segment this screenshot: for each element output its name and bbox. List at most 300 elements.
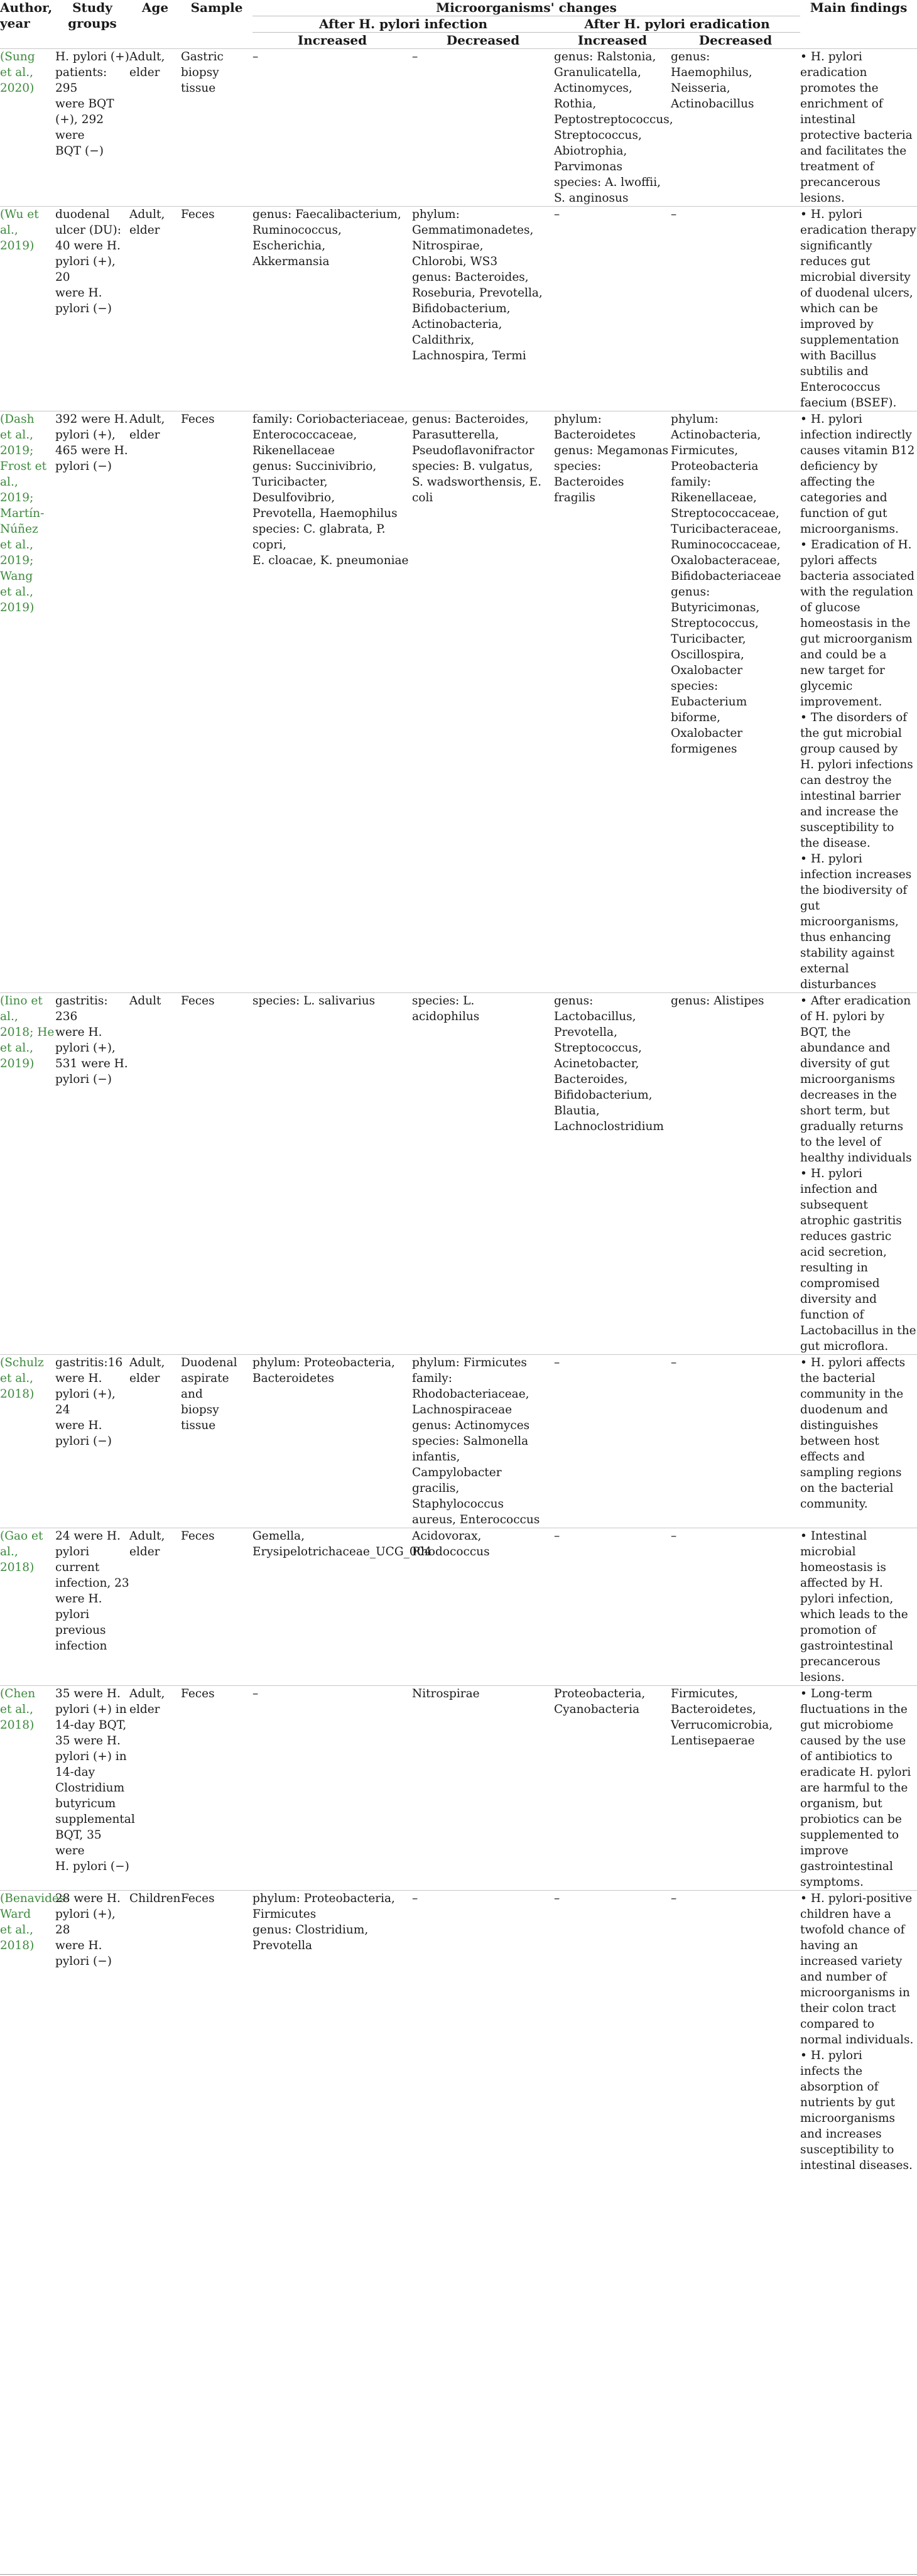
cell-text-line: pylori current [55,1545,100,1574]
eradication-increased-cell [554,411,671,993]
cell-text-line: Lachnospiraceae [412,1403,513,1416]
infection-increased-cell [252,1686,412,1891]
cell-text-line: 35 were H. [55,1734,121,1747]
cell-text-line: genus: Succinivibrio, [252,460,377,473]
infection-decreased-cell [412,207,554,411]
cell-text-line: Lachnoclostridium [554,1120,664,1133]
eradication-increased-cell [554,1891,671,2174]
cell-text-line: H. pylori (−) [55,1860,129,1873]
author-cell[interactable] [0,207,55,411]
cell-text-line: pylori infection, [800,1592,894,1606]
citation-link-line[interactable]: et al., 2019; [0,428,34,457]
infection-increased-cell [252,1528,432,1686]
cell-text-line: Blautia, [554,1104,600,1117]
cell-text-line: of duodenal ulcers, [800,286,913,300]
table-row [0,1686,917,1891]
cell-text-line: probiotics can be [800,1813,902,1826]
cell-text-line: phylum: [554,413,602,426]
cell-text-line: improve [800,1844,849,1857]
cell-text-line: resulting in [800,1261,868,1274]
cell-text-line: – [671,1356,677,1369]
cell-text-line: phylum: [671,413,719,426]
cell-text-line: the gut microbial [800,727,902,740]
cell-text-line: S. anginosus [554,192,629,205]
cell-text-line: phylum: Proteobacteria, [252,1356,395,1369]
cell-text-line: community. [800,1497,868,1511]
cell-text-line: were BQT [55,97,114,111]
cell-text-line: Turicibacteraceae, [671,523,781,536]
cell-text-line: H. pylori (+) [55,50,129,63]
cell-text-line: reduces gastric [800,1230,892,1243]
age-cell [129,1891,181,2174]
cell-text-line: susceptibility to [800,2143,894,2156]
cell-text-line: Bifidobacterium, [554,1089,653,1102]
cell-text-line: family: [671,476,711,489]
cell-text-line: causes vitamin B12 [800,444,915,457]
main-findings-cell [800,1686,917,1891]
cell-text-line: (+), 292 were [55,113,104,142]
cell-text-line: genus: Actinomyces [412,1419,530,1432]
cell-text-line: elder [129,1703,160,1716]
cell-text-line: Firmicutes, [671,444,739,457]
cell-text-line: Granulicatella, [554,66,641,79]
cell-text-line: Erysipelotrichaceae_UCG_004 [252,1545,432,1558]
cell-text-line: infection [55,1639,107,1653]
cell-text-line: Oxalobacter [671,727,743,740]
cell-text-line: were H. [55,1592,102,1606]
cell-text-line: pylori (−) [55,460,112,473]
cell-text-line: pylori affects [800,554,877,567]
cell-text-line: increased variety [800,1955,903,1968]
cell-text-line: infection and [800,1183,878,1196]
citation-link-line[interactable]: et al., 2019; [0,538,34,567]
cell-text-line: tissue [181,1419,216,1432]
cell-text-line: Bacteroidetes [252,1372,334,1385]
cell-text-line: Oscillospira, [671,648,744,661]
cell-text-line: decreases in the [800,1089,897,1102]
cell-text-line: microorganisms. [800,523,899,536]
cell-text-line: Actinomyces, [554,82,632,95]
cell-text-line: phylum: [412,208,460,221]
author-cell[interactable] [0,1528,55,1686]
cell-text-line: pylori (−) [55,302,112,315]
infection-increased-cell [252,993,412,1355]
infection-decreased-cell [412,1891,554,2174]
cell-text-line: lesions. [800,192,845,205]
cell-text-line: stability against [800,947,895,960]
cell-text-line: absorption of [800,2080,879,2094]
header-microorganisms-changes: Microorganisms' changes [252,0,800,16]
cell-text-line: nutrients by gut [800,2096,896,2109]
cell-text-line: elder [129,1372,160,1385]
author-cell[interactable] [0,1891,69,2174]
cell-text-line: • H. pylori [800,1167,862,1180]
cell-text-line: species: Salmonella [412,1435,529,1448]
header-main-findings: Main findings [810,0,908,15]
cell-text-line: Gemmatimonadetes, [412,224,534,237]
cell-text-line: • The disorders of [800,711,908,724]
cell-text-line: Enterococcus [800,381,881,394]
cell-text-line: of antibiotics to [800,1750,893,1763]
sample-cell [181,1891,252,2174]
cell-text-line: – [554,1530,560,1543]
cell-text-line: were H. [55,1939,102,1952]
study-groups-cell [55,207,129,411]
cell-text-line: • Long-term [800,1687,873,1700]
cell-text-line: glycemic [800,680,853,693]
cell-text-line: formigenes [671,742,737,756]
cell-text-line: Bacteroidetes [554,428,636,442]
cell-text-line: compared to [800,2018,875,2031]
citation-link-line[interactable]: 2019; [0,491,34,504]
eradication-decreased-cell [671,1891,800,2174]
citation-link-line[interactable]: 2018) [0,1939,35,1952]
age-cell [129,1528,181,1686]
cell-text-line: function of [800,1308,864,1322]
author-cell[interactable] [0,1686,55,1891]
cell-text-line: Lactobacillus, [554,1010,636,1023]
citation-link-line[interactable]: (Iino et al., [0,994,43,1023]
citation-link-line[interactable]: (Dash [0,413,35,426]
eradication-decreased-cell [671,1686,800,1891]
cell-text-line: caused by the use [800,1734,906,1747]
cell-text-line: subsequent [800,1198,868,1212]
cell-text-line: Actinobacillus [671,97,754,111]
cell-text-line: pylori (+) in [55,1703,127,1716]
cell-text-line: Firmicutes [252,1908,317,1921]
age-cell [129,1686,181,1891]
main-findings-cell [800,1528,917,1686]
study-groups-cell [55,1528,129,1686]
cell-text-line: intestinal [800,113,855,126]
cell-text-line: Adult, [129,1687,165,1700]
cell-text-line: microorganisms in [800,1986,910,1999]
citation-link-line[interactable]: et al., [0,66,33,79]
study-groups-cell [55,1355,129,1528]
citation-link-line[interactable]: (Chen [0,1687,36,1700]
eradication-decreased-cell [671,411,800,993]
cell-text-line: treatment of [800,160,874,173]
cell-text-line: E. cloacae, K. pneumoniae [252,554,409,567]
cell-text-line: elder [129,428,160,442]
cell-text-line: – [671,1530,677,1543]
cell-text-line: external [800,962,849,976]
infection-increased-cell [252,49,412,207]
cell-text-line: genus: Faecalibacterium, [252,208,401,221]
citation-link-line[interactable]: Núñez [0,523,38,536]
cell-text-line: aspirate [181,1372,229,1385]
cell-text-line: and could be a [800,648,887,661]
cell-text-line: Caldithrix, [412,334,475,347]
cell-text-line: patients: 295 [55,66,107,95]
header-age: Age [141,0,169,15]
cell-text-line: elder [129,1545,160,1558]
cell-text-line: Verrucomicrobia, [671,1719,773,1732]
author-cell[interactable] [0,411,55,993]
cell-text-line: 35 were H. [55,1687,121,1700]
infection-increased-cell [252,411,412,993]
cell-text-line: Gemella, [252,1530,305,1543]
cell-text-line: Bifidobacterium, [412,302,511,315]
cell-text-line: with Bacillus [800,349,877,362]
cell-text-line: – [671,208,677,221]
cell-text-line: group caused by [800,742,898,756]
cell-text-line: gastrointestinal [800,1860,893,1873]
cell-text-line: duodenum and [800,1403,888,1416]
cell-text-line: deficiency by [800,460,878,473]
cell-text-line: coli [412,491,433,504]
citation-link-line[interactable]: Wang [0,570,33,583]
infection-decreased-cell [412,1355,554,1528]
cell-text-line: bacteria associated [800,570,915,583]
cell-text-line: infantis, [412,1450,460,1464]
cell-text-line: and number of [800,1970,887,1984]
cell-text-line: genus: [671,50,710,63]
cell-text-line: pylori (+), [55,1041,116,1055]
cell-text-line: phylum: Firmicutes [412,1356,527,1369]
cell-text-line: precancerous [800,1655,881,1668]
cell-text-line: healthy individuals [800,1151,912,1165]
citation-link-line[interactable]: 2018) [0,1719,35,1732]
cell-text-line: Feces [181,1687,215,1700]
cell-text-line: Staphylococcus [412,1497,504,1511]
cell-text-line: eradicate H. pylori [800,1766,911,1779]
infection-decreased-cell [412,1686,554,1891]
cell-text-line: BQT, 35 were [55,1829,102,1857]
infection-decreased-cell [412,49,554,207]
cell-text-line: lesions. [800,1671,845,1684]
age-cell [129,411,181,993]
cell-text-line: intestinal barrier [800,790,901,803]
cell-text-line: homeostasis in the [800,617,911,630]
cell-text-line: • After eradication [800,994,911,1008]
cell-text-line: infection, 23 [55,1577,129,1590]
cell-text-line: Lachnospira, Termi [412,349,526,362]
cell-text-line: enrichment of [800,97,883,111]
sample-cell [181,207,252,411]
cell-text-line: Feces [181,1530,215,1543]
cell-text-line: Rikenellaceae [252,444,335,457]
cell-text-line: Actinobacteria, [671,428,761,442]
table-body [0,49,917,2174]
cell-text-line: Feces [181,208,215,221]
cell-text-line: were H. [55,1419,102,1432]
cell-text-line: microorganisms [800,2112,896,2125]
citation-link-line[interactable]: et al., [0,1041,33,1055]
citation-link-line[interactable]: Ward [0,1908,31,1921]
cell-text-line: – [554,208,560,221]
cell-text-line: pylori [55,1608,90,1621]
cell-text-line: between host [800,1435,879,1448]
cell-text-line: Proteobacteria [671,460,759,473]
cell-text-line: children have a [800,1908,891,1921]
cell-text-line: genus: Alistipes [671,994,764,1008]
eradication-increased-cell [554,1686,671,1891]
study-groups-cell [55,1686,135,1891]
cell-text-line: Adult, [129,208,165,221]
cell-text-line: – [252,1687,259,1700]
cell-text-line: and increase the [800,805,899,818]
cell-text-line: gracilis, [412,1482,460,1495]
cell-text-line: acidophilus [412,1010,480,1023]
citation-link-line[interactable]: Frost et al., [0,460,47,489]
cell-text-line: fragilis [554,491,595,504]
cell-text-line: Adult [129,994,161,1008]
author-cell[interactable] [0,1355,55,1528]
cell-text-line: were H. [55,286,102,300]
cell-text-line: Abiotrophia, [554,144,627,158]
cell-text-line: phylum: Proteobacteria, [252,1892,395,1905]
cell-text-line: Rothia, [554,97,597,111]
cell-text-line: infection indirectly [800,428,912,442]
cell-text-line: • H. pylori affects [800,1356,906,1369]
cell-text-line: Actinobacteria, [412,318,502,331]
cell-text-line: Firmicutes, [671,1687,739,1700]
eradication-increased-cell [554,993,671,1355]
eradication-increased-cell [554,1355,671,1528]
cell-text-line: gradually returns [800,1120,904,1133]
table-row [0,993,917,1355]
eradication-decreased-cell [671,1528,800,1686]
header-sample: Sample [190,0,243,15]
cell-text-line: symptoms. [800,1876,864,1889]
eradication-decreased-cell [671,993,800,1355]
cell-text-line: Feces [181,1892,215,1905]
main-findings-cell [800,207,917,411]
age-cell [129,49,181,207]
citation-link-line[interactable]: et al., [0,1372,33,1385]
cell-text-line: species: C. glabrata, P. copri, [252,523,386,552]
header-infection-increased: Increased [297,33,367,48]
cell-text-line: and facilitates the [800,144,907,158]
cell-text-line: – [412,50,418,63]
citation-link-line[interactable]: 2020) [0,82,35,95]
cell-text-line: aureus, Enterococcus [412,1513,540,1526]
cell-text-line: gut [800,899,820,913]
sample-cell [181,1355,252,1528]
cell-text-line: eradication [800,66,867,79]
cell-text-line: Gastric [181,50,224,63]
cell-text-line: supplementation [800,334,899,347]
citation-link-line[interactable]: et al., [0,585,33,599]
cell-text-line: pylori (+), [55,428,116,442]
cell-text-line: affected by H. [800,1577,883,1590]
citation-link-line[interactable]: 2019) [0,1057,35,1070]
cell-text-line: which leads to the [800,1608,908,1621]
cell-text-line: Chlorobi, WS3 [412,255,498,268]
cell-text-line: genus: Bacteroides, [412,413,529,426]
cell-text-line: Feces [181,994,215,1008]
eradication-decreased-cell [671,207,800,411]
cell-text-line: Nitrospirae [412,1687,480,1700]
citation-link-line[interactable]: 2018) [0,1388,35,1401]
citation-link-line[interactable]: et al., [0,1923,33,1937]
cell-text-line: compromised [800,1277,880,1290]
cell-text-line: promotes the [800,82,879,95]
cell-text-line: promotion of [800,1624,876,1637]
cell-text-line: susceptibility to [800,821,894,834]
citation-link-line[interactable]: (Benavides- [0,1892,69,1905]
cell-text-line: thus enhancing [800,931,891,944]
cell-text-line: Bacteroidetes, [671,1703,756,1716]
cell-text-line: 531 were H. [55,1057,128,1070]
citation-link-line[interactable]: 2019) [0,601,35,614]
citation-link-line[interactable]: 2018) [0,1561,35,1574]
cell-text-line: elder [129,224,160,237]
cell-text-line: acid secretion, [800,1246,887,1259]
cell-text-line: 40 were H. [55,239,121,253]
cell-text-line: Ruminococcaceae, [671,538,781,552]
cell-text-line: H. pylori infections [800,758,913,771]
cell-text-line: supplemented to [800,1829,899,1842]
main-findings-cell [800,49,917,207]
cell-text-line: microbial [800,1545,856,1558]
cell-text-line: • H. pylori [800,2049,862,2062]
age-cell [129,207,181,411]
cell-text-line: species: [671,680,719,693]
citation-link-line[interactable]: (Sung [0,50,35,63]
cell-text-line: subtilis and [800,365,869,378]
citation-link-line[interactable]: (Schulz [0,1356,44,1369]
cell-text-line: duodenal [55,208,110,221]
cell-text-line: diversity of gut [800,1057,890,1070]
cell-text-line: atrophic gastritis [800,1214,902,1227]
cell-text-line: biforme, [671,711,720,724]
cell-text-line: Children [129,1892,181,1905]
cell-text-line: effects and [800,1450,865,1464]
cell-text-line: BQT (−) [55,144,104,158]
author-cell[interactable] [0,993,55,1355]
table-row [0,411,917,993]
table-bottom-rule [0,2574,917,2575]
infection-increased-cell [252,207,412,411]
cell-text-line: species: L. salivarius [252,994,376,1008]
cell-text-line: Butyricimonas, [671,601,760,614]
cell-text-line: Adult, [129,1356,165,1369]
cell-text-line: abundance and [800,1041,891,1055]
cell-text-line: pylori (−) [55,1435,112,1448]
header-after-eradication: After H. pylori eradication [554,16,800,33]
cell-text-line: Roseburia, Prevotella, [412,286,543,300]
cell-text-line: Streptococcus, [671,617,759,630]
cell-text-line: which can be [800,302,878,315]
sample-cell [181,1528,252,1686]
cell-text-line: genus: [554,994,594,1008]
table-row [0,207,917,411]
cell-text-line: the disease. [800,837,871,850]
cell-text-line: their colon tract [800,2002,896,2015]
citation-link-line[interactable]: 2019) [0,239,35,253]
citation-link-line[interactable]: (Wu et al., [0,208,39,237]
cell-text-line: the biodiversity of [800,884,908,897]
citation-link-line[interactable]: 2018; He [0,1026,55,1039]
cell-text-line: gut microbiome [800,1719,894,1732]
cell-text-line: Parvimonas [554,160,622,173]
cell-text-line: – [554,1892,560,1905]
citation-link-line[interactable]: et al., [0,1703,33,1716]
cell-text-line: biopsy [181,66,219,79]
citation-link-line[interactable]: (Gao et al., [0,1530,43,1558]
cell-text-line: Acidovorax, [412,1530,482,1543]
author-cell[interactable] [0,49,55,207]
cell-text-line: sampling regions [800,1466,902,1479]
cell-text-line: • H. pylori [800,50,862,63]
cell-text-line: previous [55,1624,106,1637]
header-infection-decreased: Decreased [446,33,520,48]
cell-text-line: Eubacterium [671,695,747,709]
cell-text-line: species: Bacteroides [554,460,624,489]
citation-link-line[interactable]: Martín- [0,507,45,520]
